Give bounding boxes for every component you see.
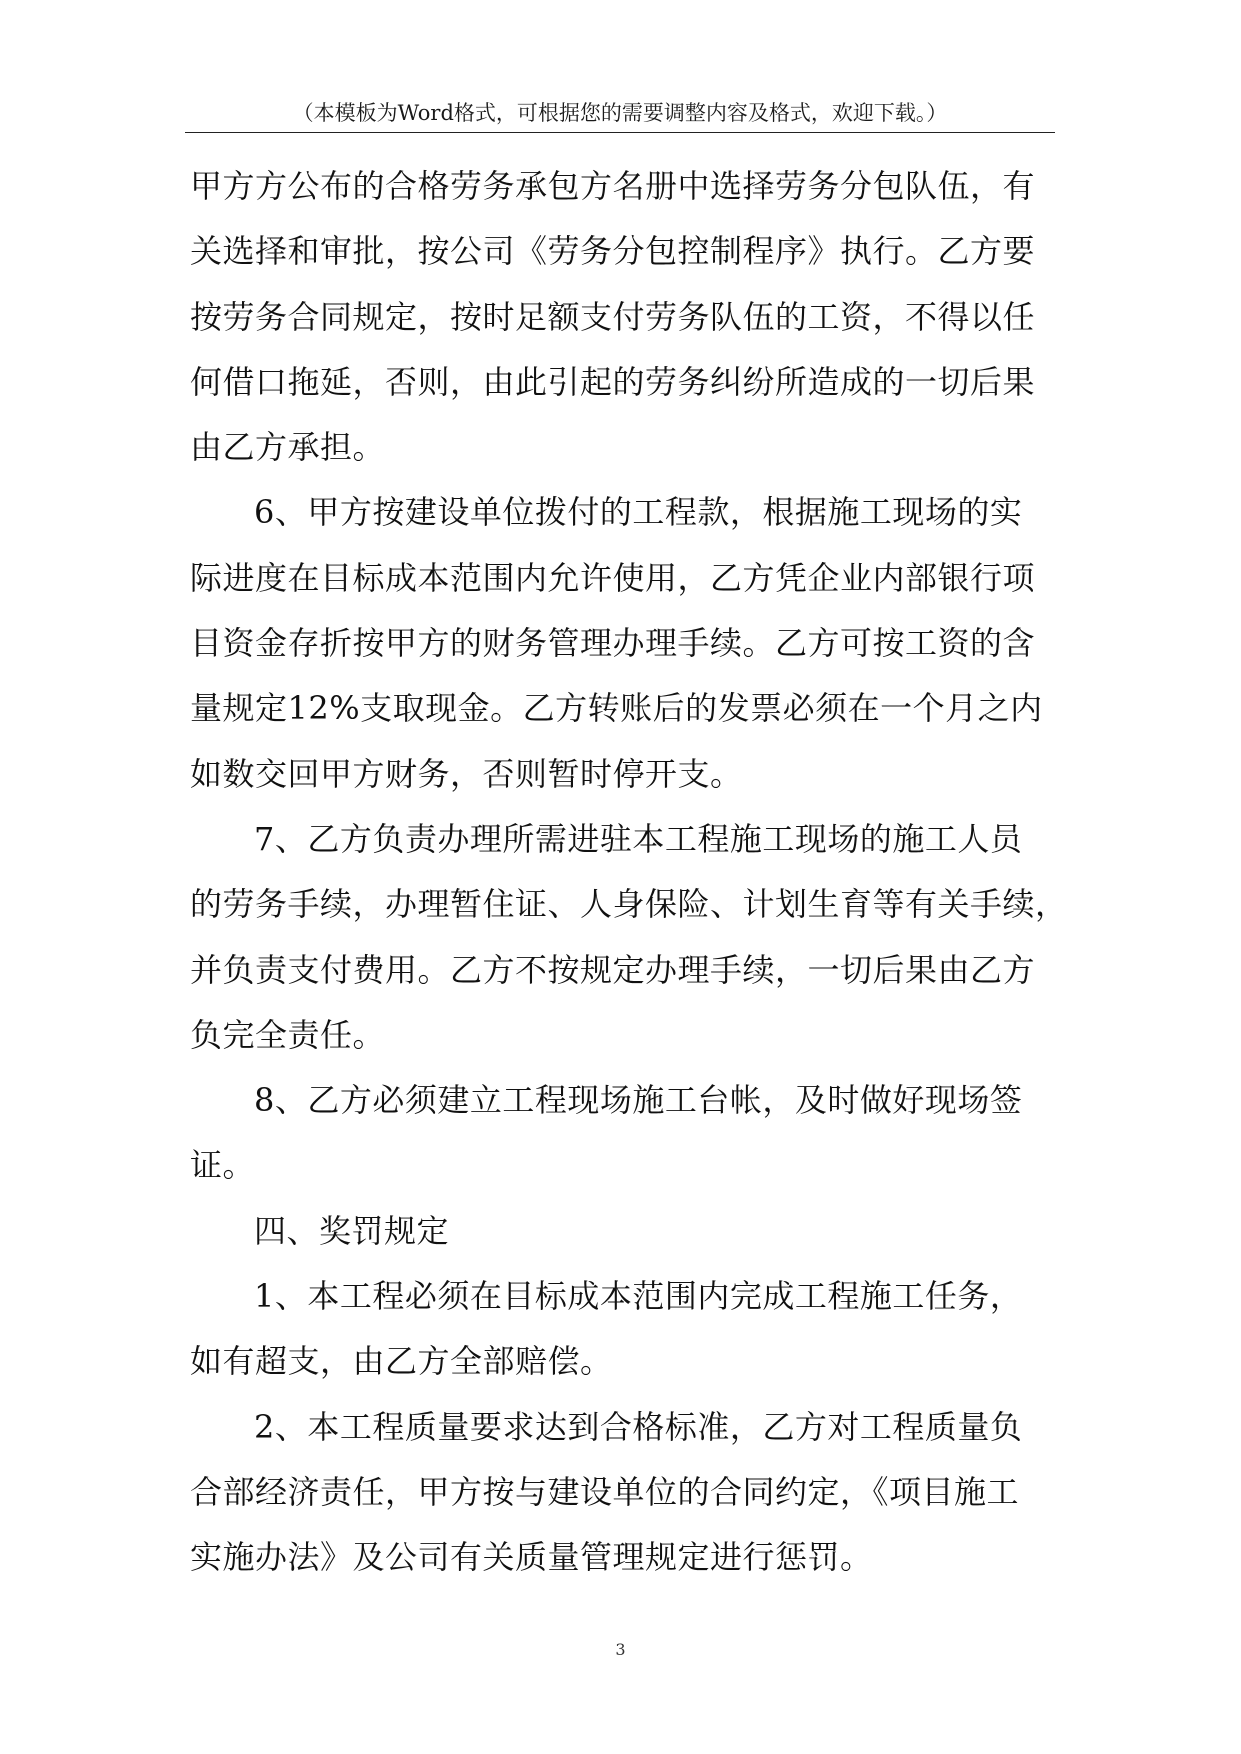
body-line: 并负责支付费用。乙方不按规定办理手续，一切后果由乙方 [190,950,1036,989]
document-body [190,154,1068,1591]
page-number: 3 [615,1640,626,1659]
body-line: 际进度在目标成本范围内允许使用，乙方凭企业内部银行项 [190,558,1036,597]
paragraph-2-start: 2、本工程质量要求达到合格标准，乙方对工程质量负 [254,1407,1023,1446]
header-divider [185,132,1055,133]
paragraph-8-start: 8、乙方必须建立工程现场施工台帐，及时做好现场签 [254,1081,1023,1120]
paragraph-6-start: 6、甲方按建设单位拨付的工程款，根据施工现场的实 [254,493,1023,532]
body-line: 负完全责任。 [190,1015,386,1054]
body-line: 由乙方承担。 [190,428,386,467]
body-line: 按劳务合同规定，按时足额支付劳务队伍的工资，不得以任 [190,297,1036,336]
paragraph-1-start: 1、本工程必须在目标成本范围内完成工程施工任务， [254,1277,1023,1316]
section-heading-rewards-penalties: 四、奖罚规定 [254,1211,450,1250]
body-line: 量规定12%支取现金。乙方转账后的发票必须在一个月之内 [190,689,1043,728]
paragraph-7-start: 7、乙方负责办理所需进驻本工程施工现场的施工人员 [254,819,1023,858]
body-line: 甲方方公布的合格劳务承包方名册中选择劳务分包队伍，有 [190,167,1036,205]
body-line: 何借口拖延，否则，由此引起的劳务纠纷所造成的一切后果 [190,362,1036,401]
body-line: 合部经济责任，甲方按与建设单位的合同约定，《项目施工 [190,1472,1020,1511]
body-line: 如有超支，由乙方全部赔偿。 [190,1342,613,1381]
body-line: 实施办法》及公司有关质量管理规定进行惩罚。 [190,1538,873,1577]
body-line: 目资金存折按甲方的财务管理办理手续。乙方可按工资的含 [190,624,1036,663]
body-line: 如数交回甲方财务，否则暂时停开支。 [190,754,743,793]
body-line: 关选择和审批，按公司《劳务分包控制程序》执行。乙方要 [190,232,1036,271]
template-note-header: （本模板为Word格式，可根据您的需要调整内容及格式，欢迎下载。） [292,101,948,125]
body-line: 的劳务手续，办理暂住证、人身保险、计划生育等有关手续， [190,885,1068,924]
body-line: 证。 [190,1146,256,1185]
